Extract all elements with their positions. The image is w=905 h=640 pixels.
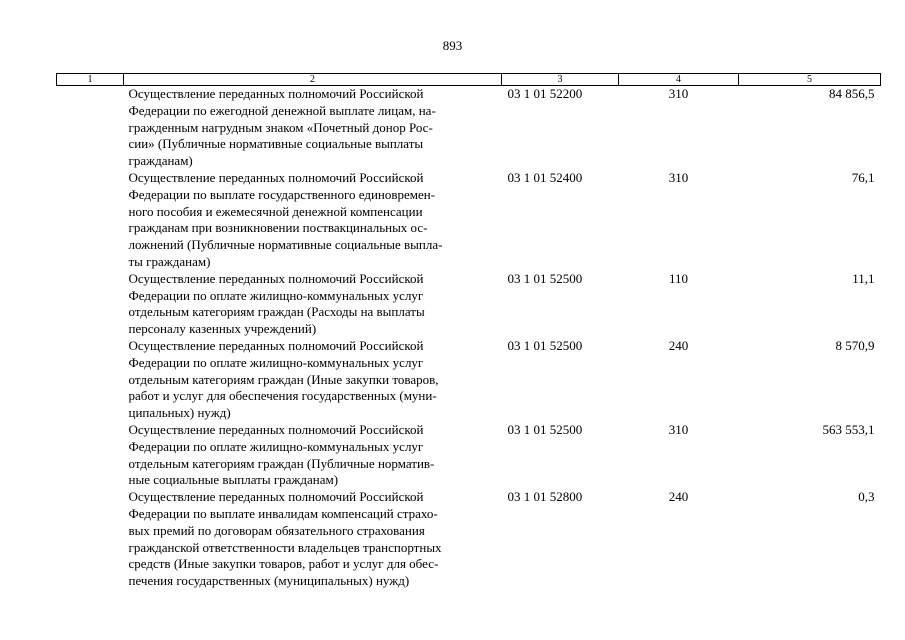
expenditure-name-line: сии» (Публичные нормативные социальные выплаты [128,136,424,152]
target-article-code-cell: 03 1 01 52500 [507,270,583,286]
table-row [57,86,881,170]
column-header-3: 3 [502,74,619,86]
expense-type-cell: 110 [668,270,689,286]
target-article-code-cell: 03 1 01 52200 [507,86,583,101]
expenditure-name-line: ложнений (Публичные нормативные социальные выпла- [128,237,443,253]
budget-table [56,73,881,590]
row-number-cell [57,422,124,489]
expenditure-name-line: отдельным категориям граждан (Публичные норматив- [128,455,435,471]
expenditure-name-line: Осуществление переданных полномочий Российской [128,489,424,505]
expenditure-name-line: Федерации по оплате жилищно-коммунальных услуг [128,438,424,454]
table-row [57,489,881,590]
expenditure-name-line: Федерации по выплате инвалидам компенсаций страхо- [128,505,438,521]
expenditure-name-line: гражденным нагрудным знаком «Почетный донор Рос- [128,119,433,135]
target-article-code-cell: 03 1 01 52800 [507,489,583,505]
table-row [57,338,881,422]
expenditure-name-line: печения государственных (муниципальных) нужд) [128,573,410,589]
expenditure-name-line: Осуществление переданных полномочий Российской [128,337,424,353]
expenditure-name-line: отдельным категориям граждан (Иные закупки товаров, [128,371,439,387]
target-article-code-cell: 03 1 01 52400 [507,169,583,185]
table-row [57,422,881,489]
expenditure-name-line: Федерации по оплате жилищно-коммунальных услуг [128,354,424,370]
expenditure-name-line: ные социальные выплаты гражданам) [128,472,339,488]
expenditure-name-line: Осуществление переданных полномочий Российской [128,270,424,286]
expenditure-name-cell [124,489,502,590]
amount-cell: 563 553,1 [822,421,875,437]
expenditure-name-line: вых премий по договорам обязательного страхования [128,522,425,538]
expenditure-name-line: ного пособия и ежемесячной денежной компенсации [128,203,423,219]
row-number-cell [57,86,124,170]
column-header-4: 4 [619,74,739,86]
expenditure-name-line: персоналу казенных учреждений) [128,321,317,337]
expenditure-name-cell [124,86,502,170]
expenditure-name-line: средств (Иные закупки товаров, работ и услуг для обес- [128,556,439,572]
expenditure-name-line: отдельным категориям граждан (Расходы на выплаты [128,304,425,320]
expense-type-cell: 240 [668,489,689,505]
expenditure-name-line: Федерации по оплате жилищно-коммунальных услуг [128,287,424,303]
expenditure-name-cell [124,271,502,338]
expenditure-name-cell [124,422,502,489]
expenditure-name-line: работ и услуг для обеспечения государственных (муни- [128,388,437,404]
row-number-cell [57,338,124,422]
amount-cell: 76,1 [851,169,875,185]
expenditure-name-line: ципальных) нужд) [128,405,231,421]
expenditure-name-cell [124,338,502,422]
header-row [57,74,881,86]
expense-type-cell: 310 [668,421,689,437]
expense-type-cell: 310 [668,169,689,185]
expenditure-name-line: ты гражданам) [128,253,211,269]
expenditure-name-cell [124,170,502,271]
amount-cell: 0,3 [858,489,875,505]
expenditure-name-line: Осуществление переданных полномочий Российской [128,421,424,437]
target-article-code-cell: 03 1 01 52500 [507,421,583,437]
column-header-5: 5 [739,74,881,86]
expense-type-cell: 240 [668,337,689,353]
column-header-1: 1 [57,74,124,86]
expenditure-name-line: Осуществление переданных полномочий Российской [128,86,424,101]
amount-cell: 84 856,5 [829,86,875,101]
expenditure-name-line: Федерации по выплате государственного единовремен- [128,186,436,202]
expenditure-name-line: Федерации по ежегодной денежной выплате лицам, на- [128,102,436,118]
expenditure-name-line: Осуществление переданных полномочий Российской [128,169,424,185]
page-number: 893 [442,38,463,53]
row-number-cell [57,489,124,590]
table-row [57,271,881,338]
expenditure-name-line: гражданской ответственности владельцев транспортных [128,539,442,555]
table-row [57,170,881,271]
expenditure-name-line: гражданам) [128,153,193,169]
column-header-2: 2 [124,74,502,86]
amount-cell: 8 570,9 [835,337,875,353]
row-number-cell [57,170,124,271]
target-article-code-cell: 03 1 01 52500 [507,337,583,353]
expense-type-cell: 310 [668,86,689,101]
amount-cell: 11,1 [852,270,875,286]
row-number-cell [57,271,124,338]
expenditure-name-line: гражданам при возникновении поствакцинальных ос- [128,220,428,236]
